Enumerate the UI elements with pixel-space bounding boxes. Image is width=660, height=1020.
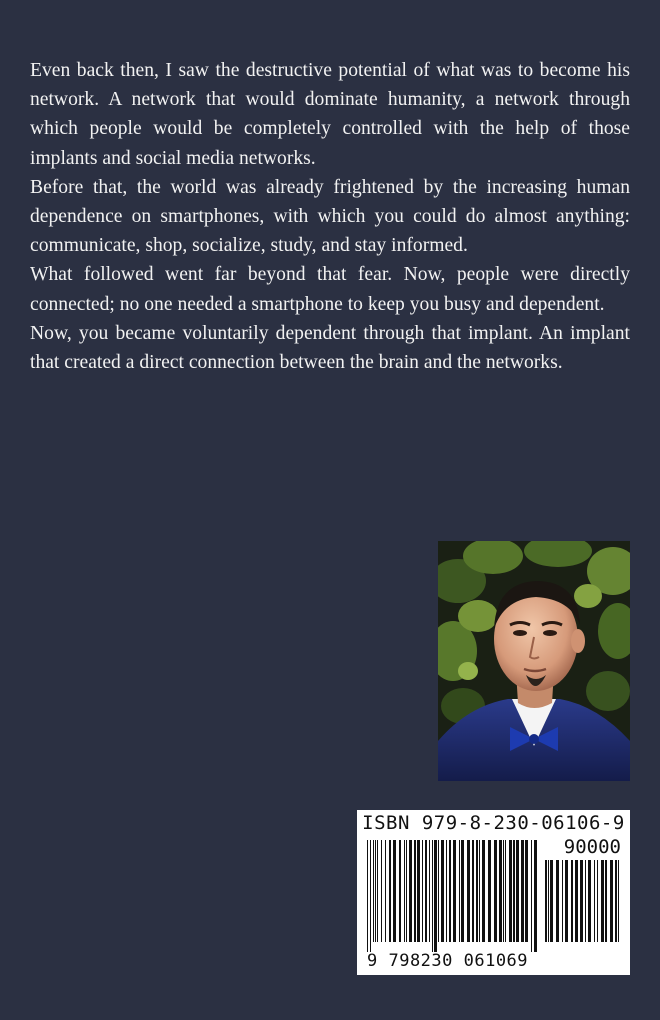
barcode-bar bbox=[441, 840, 444, 942]
barcode-bar bbox=[422, 840, 423, 942]
barcode-bar bbox=[545, 860, 547, 942]
barcode-bar bbox=[597, 860, 598, 942]
barcode-bar bbox=[556, 860, 559, 942]
barcode-bar bbox=[562, 860, 563, 942]
blurb-paragraph-4: Now, you became voluntarily dependent through that implant. An implant that created a direct connection between the brain and the networks. bbox=[30, 322, 630, 374]
barcode-bar bbox=[525, 840, 528, 942]
barcode-bar bbox=[594, 860, 595, 942]
barcode-bar bbox=[399, 840, 401, 942]
barcode-bar bbox=[531, 840, 532, 952]
barcode-bar bbox=[406, 840, 407, 942]
barcode-bar bbox=[438, 840, 439, 942]
price-code: 90000 bbox=[563, 836, 621, 858]
barcode-bar bbox=[449, 840, 451, 942]
barcode-bar bbox=[429, 840, 430, 942]
barcode-bar bbox=[585, 860, 586, 942]
barcode-bar bbox=[615, 860, 617, 942]
barcode-bar bbox=[373, 840, 374, 942]
blurb-paragraph-3: What followed went far beyond that fear. Now, people were directly connected; no one needed a smartphone to keep you busy and dependent. bbox=[30, 264, 630, 315]
barcode-bar bbox=[610, 860, 613, 942]
barcode-bar bbox=[516, 840, 519, 942]
barcode-bar bbox=[370, 840, 371, 952]
barcode-bar bbox=[588, 860, 591, 942]
barcode-bar bbox=[580, 860, 583, 942]
barcode-bar bbox=[409, 840, 412, 942]
barcode-bar bbox=[367, 840, 368, 952]
barcode-bar bbox=[548, 860, 549, 942]
barcode-bar bbox=[467, 840, 470, 942]
barcode-bar bbox=[417, 840, 420, 942]
blurb-paragraph-2: Before that, the world was already frightened by the increasing human dependence on smartphones, with which you could do almost anything: communicate, shop, socialize, study, and stay informed. bbox=[30, 176, 630, 257]
barcode-bar bbox=[385, 840, 386, 942]
barcode-bar bbox=[550, 860, 553, 942]
isbn-label: ISBN 979-8-230-06106-9 bbox=[362, 812, 625, 834]
barcode-bar bbox=[565, 860, 568, 942]
barcode-bar bbox=[521, 840, 524, 942]
barcode-bar bbox=[377, 840, 378, 942]
barcode-bar bbox=[425, 840, 427, 942]
barcode-bar bbox=[434, 840, 437, 952]
ean-digits: 9 798230 061069 bbox=[367, 951, 529, 971]
author-photo bbox=[438, 541, 630, 781]
barcode-bar bbox=[375, 840, 376, 942]
barcode-bar bbox=[482, 840, 485, 942]
barcode-bar bbox=[505, 840, 506, 942]
barcode-bar bbox=[472, 840, 474, 942]
ean-barcode-bars bbox=[367, 840, 537, 952]
barcode-bar bbox=[509, 840, 512, 942]
barcode-bar bbox=[605, 860, 607, 942]
barcode-bar bbox=[503, 840, 504, 942]
barcode-bar bbox=[459, 840, 460, 942]
barcode-bar bbox=[618, 860, 619, 942]
barcode-bar bbox=[432, 840, 433, 952]
barcode-bar bbox=[404, 840, 405, 942]
barcode-bar bbox=[414, 840, 416, 942]
barcode-bar bbox=[389, 840, 391, 942]
barcode-bar bbox=[488, 840, 491, 942]
barcode-bar bbox=[601, 860, 604, 942]
barcode-bar bbox=[571, 860, 573, 942]
barcode-bar bbox=[381, 840, 382, 942]
blurb-paragraph-1: Even back then, I saw the destructive potential of what was to become his network. A network that would dominate humanity, a network through which people would be completely controlled with the help of those implants and social media networks. bbox=[30, 60, 630, 169]
barcode-bar bbox=[479, 840, 480, 942]
barcode-bar bbox=[453, 840, 456, 942]
barcode-bar bbox=[575, 860, 578, 942]
barcode-bar bbox=[534, 840, 537, 952]
barcode-bar bbox=[393, 840, 396, 942]
barcode-bar bbox=[476, 840, 478, 942]
barcode-bar bbox=[499, 840, 502, 942]
back-cover-blurb bbox=[30, 56, 630, 377]
price-addon-bars bbox=[545, 860, 621, 952]
isbn-barcode bbox=[357, 810, 630, 975]
barcode-bar bbox=[494, 840, 497, 942]
barcode-bar bbox=[446, 840, 447, 942]
barcode-bar bbox=[513, 840, 515, 942]
barcode-bar bbox=[461, 840, 464, 942]
